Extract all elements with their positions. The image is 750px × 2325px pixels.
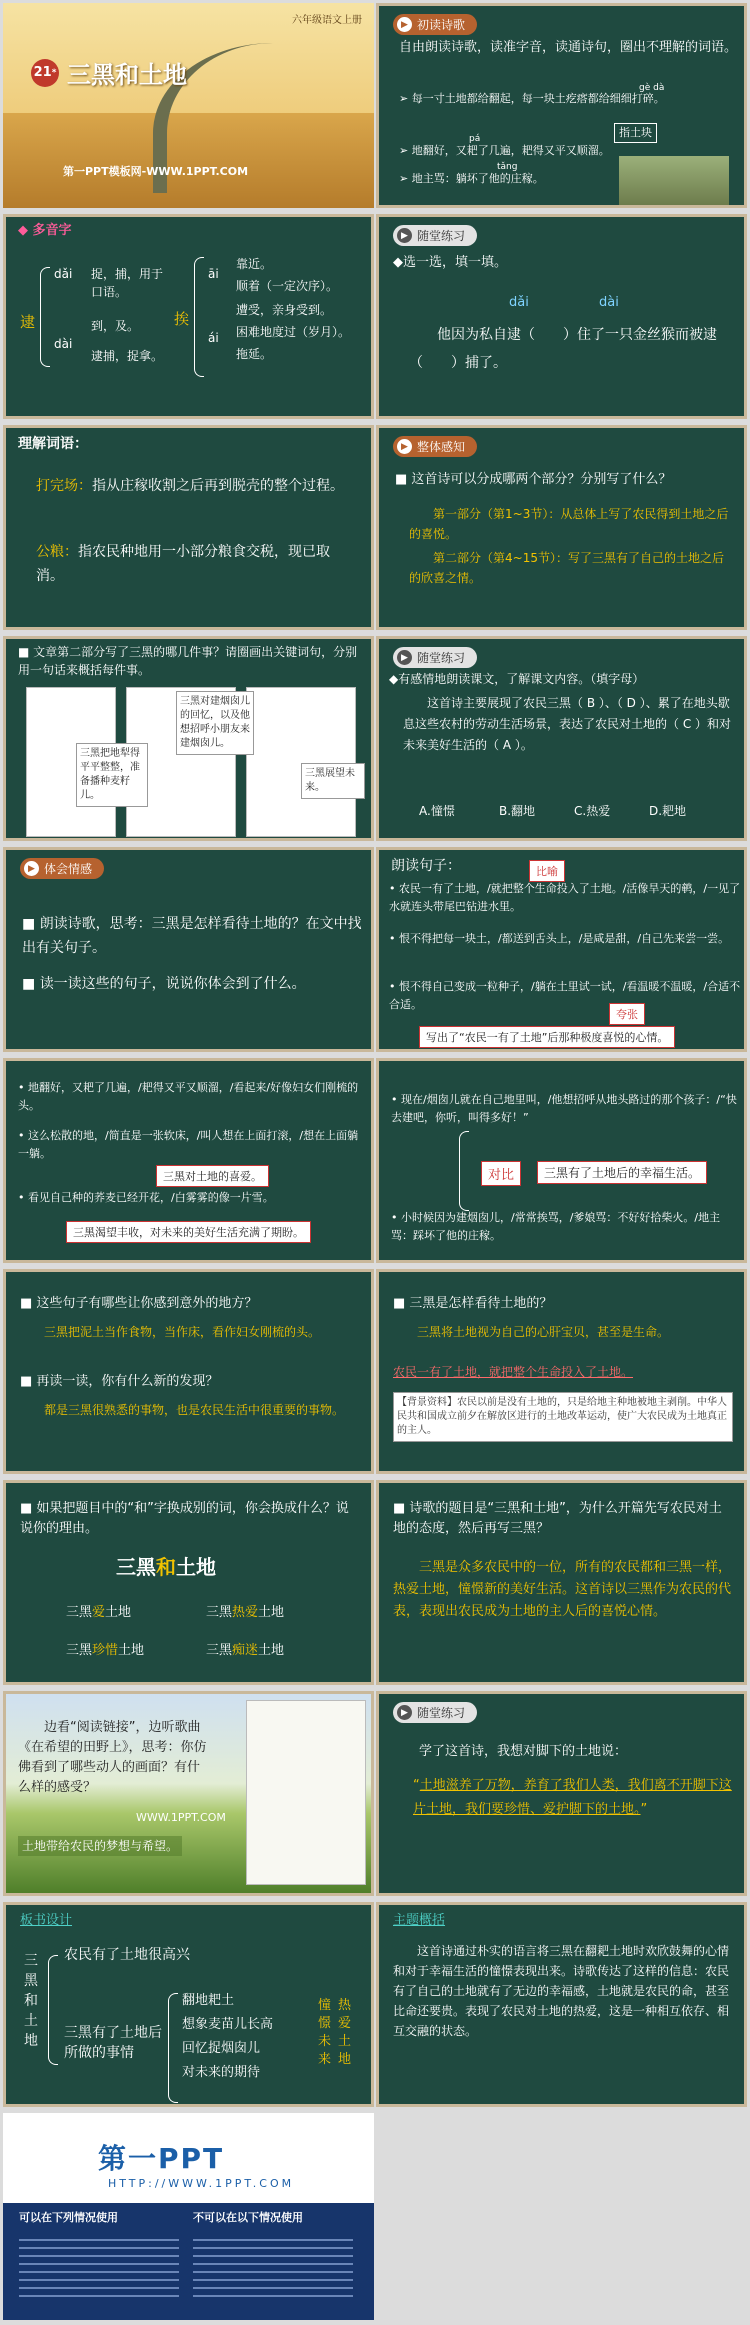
vocab-title: 理解词语： bbox=[18, 436, 88, 452]
option-b: B.翻地 bbox=[499, 804, 536, 818]
vocab-word-1: 打完场： bbox=[36, 478, 92, 494]
vocab-item-1 bbox=[36, 474, 356, 498]
option-2-c: 土地 bbox=[258, 1605, 285, 1620]
question-text: ■ 如果把题目中的“和”字换成别的词，你会换成什么？说说你的理由。 bbox=[20, 1501, 349, 1536]
ai-meaning-2c: 拖延。 bbox=[236, 347, 273, 361]
dai-meaning-2b: 逮捕，捉拿。 bbox=[91, 349, 164, 363]
dai-pinyin-1: dǎi bbox=[54, 267, 73, 281]
section-tag bbox=[393, 1702, 477, 1723]
ai-meaning-2a: 遭受，亲身受到。 bbox=[236, 303, 333, 317]
sentence-2-text: 恨不得把每一块土，/都送到舌头上，/是咸是甜，/自己先来尝一尝。 bbox=[399, 932, 730, 945]
option-2-a: 三黑 bbox=[206, 1605, 233, 1620]
question-1-text: 这些句子有哪些让你感到意外的地方？ bbox=[36, 1296, 258, 1311]
answer-1: 第一部分（第1~3节）：从总体上写了农民得到土地之后的喜悦。 bbox=[409, 507, 729, 541]
bullet-1 bbox=[399, 90, 739, 108]
polyphone-title: ◆ 多音字 bbox=[18, 223, 72, 238]
sentence-2: • 这么松散的地，/简直是一张软床，/叫人想在上面打滚，/想在上面躺一躺。 bbox=[18, 1129, 359, 1160]
fill-sentence: 他因为私自逮（ ）住了一只金丝猴而被逮（ ）捕了。 bbox=[409, 327, 717, 371]
board-branch-1: 农民有了土地很高兴 bbox=[64, 1947, 190, 1963]
char-dai: 逮 bbox=[20, 313, 36, 331]
brace-1 bbox=[40, 267, 50, 367]
slide-vocab[interactable] bbox=[3, 425, 374, 630]
sentence-1-text: 地翻好，又耙了几遍，/耙得又平又顺溜，/看起来/好像妇女们刚梳的头。 bbox=[18, 1081, 359, 1112]
slide-sentences-2[interactable] bbox=[3, 1058, 374, 1263]
vocab-word-2: 公粮： bbox=[36, 544, 78, 560]
answer-body: 土地滋养了万物，养育了我们人类，我们离不开脚下这片土地，我们要珍惜、爱护脚下的土地。 bbox=[413, 1778, 732, 1817]
section-tag bbox=[393, 647, 477, 668]
bullet-3-text: 地主骂：躺坏了他的庄稼。 bbox=[411, 172, 544, 185]
tag-text: 整体感知 bbox=[417, 440, 466, 454]
slide-board-design[interactable] bbox=[3, 1902, 374, 2107]
sentence-1-text: 现在/烟囱儿就在自己地里叫，/他想招呼从地头路过的那个孩子：/“快去建吧，你听，叫得多好！” bbox=[391, 1093, 737, 1124]
question-1: ■ 朗读诗歌，思考：三黑是怎样看待土地的？在文中找出有关句子。 bbox=[22, 916, 362, 956]
option-1 bbox=[66, 1603, 131, 1623]
ad-url[interactable]: HTTP://WWW.1PPT.COM bbox=[108, 2177, 295, 2190]
slide-practice-1[interactable] bbox=[376, 214, 747, 419]
slide-practice-3[interactable] bbox=[376, 1691, 747, 1896]
option-4 bbox=[206, 1641, 284, 1661]
summary-box: 写出了“农民一有了土地”后那种极度喜悦的心情。 bbox=[419, 1026, 675, 1048]
board-brace-2 bbox=[168, 1993, 178, 2103]
dai-meaning-1: 捉，捕，用于口语。 bbox=[91, 267, 164, 299]
fill-body: 这首诗主要展现了农民三黑（ B ）、（ D ）、累了在地头歇息这些农村的劳动生活场景，表达了农民对土地的（ C ）和对未来美好生活的（ A ）。 bbox=[403, 696, 732, 752]
sentence-1: • 现在/烟囱儿就在自己地里叫，/他想招呼从地头路过的那个孩子：/“快去建吧，你听，叫得多好！” bbox=[391, 1093, 737, 1124]
sentence-2: • 恨不得把每一块土，/都送到舌头上，/是咸是甜，/自己先来尝一尝。 bbox=[389, 932, 730, 945]
board-result-2: 热爱土地 bbox=[338, 1998, 352, 2067]
event-note-1: 三黑把地犁得平平整整，准备播种麦籽儿。 bbox=[76, 743, 148, 807]
slide-emotion[interactable] bbox=[3, 847, 374, 1052]
option-c: C.热爱 bbox=[574, 804, 611, 818]
title-sample bbox=[116, 1557, 216, 1577]
board-item-3: 回忆捉烟囱儿 bbox=[182, 2041, 261, 2056]
vocab-item-2 bbox=[36, 540, 356, 588]
question-text: ■ 诗歌的题目是“三黑和土地”，为什么开篇先写农民对土地的态度，然后再写三黑？ bbox=[393, 1501, 722, 1536]
sentence-2: • 小时候因为建烟囱儿，/常常挨骂，/爹娘骂：不好好拾柴火。/地主骂：踩坏了他的庄稼。 bbox=[391, 1211, 721, 1242]
intro-body: 有感情地朗读课文，了解课文内容。（填字母） bbox=[398, 672, 645, 686]
question-body: 文章第二部分写了三黑的哪几件事？请圈画出关键词句，分别用一句话来概括每件事。 bbox=[18, 645, 358, 677]
board-item-2: 想象麦苗儿长高 bbox=[182, 2017, 274, 2032]
pinyin-option-1: dǎi bbox=[509, 295, 529, 310]
theme-title: 主题概括 bbox=[393, 1913, 446, 1928]
answer-text: “土地滋养了万物，养育了我们人类，我们离不开脚下这片土地，我们要珍惜、爱护脚下的土地。” bbox=[413, 1778, 732, 1817]
note-box: 三黑有了土地后的幸福生活。 bbox=[537, 1161, 707, 1184]
slide-overall[interactable] bbox=[376, 425, 747, 630]
tag-text: 体会情感 bbox=[44, 862, 93, 876]
cover-title: 三黑和土地 bbox=[67, 61, 187, 89]
pinyin-option-2: dài bbox=[599, 295, 619, 310]
play-icon: ▶ bbox=[397, 439, 412, 454]
ad-heading-forbidden: 不可以在以下情况使用 bbox=[193, 2211, 303, 2224]
event-note-3: 三黑展望未来。 bbox=[301, 763, 365, 799]
polyphone-title-text: 多音字 bbox=[32, 223, 72, 238]
option-3-a: 三黑 bbox=[66, 1643, 93, 1658]
question-2-text: 读一读这些的句子，说说你体会到了什么。 bbox=[39, 976, 306, 992]
slide-title-reason[interactable] bbox=[376, 1480, 747, 1685]
option-3-b: 珍惜 bbox=[92, 1643, 119, 1658]
slide-reading-link[interactable] bbox=[3, 1691, 374, 1896]
question-text: ■ 这首诗可以分成哪两个部分？分别写了什么？ bbox=[395, 472, 672, 487]
note-box-1: 三黑对土地的喜爱。 bbox=[156, 1165, 269, 1187]
option-1-c: 土地 bbox=[105, 1605, 132, 1620]
question-1-text: 朗读诗歌，思考：三黑是怎样看待土地的？在文中找出有关句子。 bbox=[22, 916, 362, 956]
question-body: 如果把题目中的“和”字换成别的词，你会换成什么？说说你的理由。 bbox=[20, 1501, 349, 1536]
question-body: 选一选，填一填。 bbox=[403, 255, 508, 270]
question-1: ■ 这些句子有哪些让你感到意外的地方？ bbox=[20, 1296, 258, 1311]
cover-title-group bbox=[31, 55, 187, 90]
board-branch-2: 三黑有了土地后所做的事情 bbox=[64, 2025, 162, 2061]
bullet-3 bbox=[399, 170, 599, 188]
section-title: 朗读句子： bbox=[391, 858, 461, 874]
event-note-2: 三黑对建烟囱儿的回忆，以及他想招呼小朋友来建烟囱儿。 bbox=[176, 691, 254, 755]
section-tag bbox=[393, 225, 477, 246]
slide-view-land[interactable] bbox=[376, 1269, 747, 1474]
ai-meaning-1b: 顺着（一定次序）。 bbox=[236, 279, 339, 293]
sentence-3: • 看见自己种的荞麦已经开花，/白雾雾的像一片雪。 bbox=[18, 1191, 274, 1204]
note-1: 指土块 bbox=[614, 123, 657, 143]
board-brace-1 bbox=[48, 1955, 58, 2065]
lesson-num: 21 bbox=[33, 65, 52, 80]
tag-text: 初读诗歌 bbox=[417, 18, 466, 32]
answer-1: 三黑把泥土当作食物，当作床，看作妇女刚梳的头。 bbox=[44, 1325, 321, 1339]
sentence-1: • 农民一有了土地，/就把整个生命投入了土地。/活像旱天的鹌，/一见了水就连头带尾巴钻进水里。 bbox=[389, 882, 741, 913]
ai-meaning-1a: 靠近。 bbox=[236, 257, 273, 271]
dai-pinyin-2: dài bbox=[54, 337, 73, 351]
question-2: ■ 读一读这些的句子，说说你体会到了什么。 bbox=[22, 976, 306, 992]
option-1-b: 爱 bbox=[92, 1605, 106, 1620]
question-2: ■ 再读一读，你有什么新的发现？ bbox=[20, 1374, 219, 1389]
answer-text: 三黑将土地视为自己的心肝宝贝，甚至是生命。 bbox=[417, 1325, 670, 1339]
ad-links-right bbox=[193, 2233, 353, 2303]
lesson-star: * bbox=[51, 67, 57, 78]
option-3-c: 土地 bbox=[118, 1643, 145, 1658]
answer-text: 三黑是众多农民中的一位，所有的农民都和三黑一样，热爱土地，憧憬新的美好生活。这首诗以三黑作为农民的代表，表现出农民成为土地的主人后的喜悦心情。 bbox=[393, 1560, 732, 1619]
theme-body: 这首诗通过朴实的语言将三黑在翻耙土地时欢欣鼓舞的心情和对于幸福生活的憧憬表现出来。诗歌传达了这样的信息：农民有了自己的土地就有了无边的幸福感，土地就是农民的命，甚至比命还要贵。表现了农民对土地的热爱，这是一种相互依存、相互交融的状态。 bbox=[393, 1944, 730, 2038]
slide-practice-2[interactable] bbox=[376, 636, 747, 841]
question-2-text: 再读一读，你有什么新的发现？ bbox=[36, 1374, 219, 1389]
slide-first-reading[interactable] bbox=[376, 3, 747, 208]
section-tag bbox=[20, 858, 104, 879]
pinyin-2: pá bbox=[469, 134, 481, 144]
tag-contrast: 对比 bbox=[481, 1161, 521, 1186]
caption-text: 土地带给农民的梦想与希望。 bbox=[18, 1836, 182, 1856]
pinyin-1: gè dà bbox=[639, 83, 665, 93]
cover-grade: 六年级语文上册 bbox=[292, 15, 362, 26]
pinyin-3: tǎng bbox=[497, 162, 518, 172]
slide-sentences-3[interactable] bbox=[376, 1058, 747, 1263]
farm-photo bbox=[619, 156, 729, 206]
question-body: 诗歌的题目是“三黑和土地”，为什么开篇先写农民对土地的态度，然后再写三黑？ bbox=[393, 1501, 722, 1536]
sentence-1: • 地翻好，又耙了几遍，/耙得又平又顺溜，/看起来/好像妇女们刚梳的头。 bbox=[18, 1081, 359, 1112]
ad-links-left bbox=[19, 2233, 179, 2303]
option-3 bbox=[66, 1641, 144, 1661]
vocab-def-2: 指农民种地用一小部分粮食交税，现已取消。 bbox=[36, 544, 330, 584]
title-post: 土地 bbox=[176, 1555, 216, 1579]
ai-pinyin-2: ái bbox=[208, 331, 219, 345]
intro-text: ◆有感情地朗读课文，了解课文内容。（填字母） bbox=[389, 672, 645, 686]
text-page-3 bbox=[246, 687, 356, 837]
note-box-2: 三黑渴望丰收，对未来的美好生活充满了期盼。 bbox=[66, 1221, 311, 1243]
tag-text: 随堂练习 bbox=[417, 1706, 466, 1720]
contrast-brace bbox=[459, 1131, 469, 1211]
slide-sentences-1[interactable] bbox=[376, 847, 747, 1052]
site-watermark: WWW.1PPT.COM bbox=[136, 1811, 226, 1824]
sentence-2-text: 小时候因为建烟囱儿，/常常挨骂，/爹娘骂：不好好拾柴火。/地主骂：踩坏了他的庄稼。 bbox=[391, 1211, 721, 1242]
section-tag bbox=[393, 14, 477, 35]
slide-surprise[interactable] bbox=[3, 1269, 374, 1474]
option-a: A.憧憬 bbox=[419, 804, 455, 818]
bullet-1-text: 每一寸土地都给翻起，每一块土疙瘩都给细细打碎。 bbox=[411, 92, 665, 105]
sentence-1-text: 农民一有了土地，/就把整个生命投入了土地。/活像旱天的鹌，/一见了水就连头带尾巴钻进水里。 bbox=[389, 882, 741, 913]
tag-text: 随堂练习 bbox=[417, 229, 466, 243]
lesson-number bbox=[31, 59, 59, 87]
arrow-icon: ➢ bbox=[399, 172, 412, 185]
arrow-icon: ➢ bbox=[399, 92, 412, 105]
answer-2: 都是三黑很熟悉的事物，也是农民生活中很重要的事物。 bbox=[44, 1403, 345, 1417]
board-item-4: 对未来的期待 bbox=[182, 2065, 261, 2080]
brace-2 bbox=[194, 257, 204, 377]
slide-polyphone[interactable] bbox=[3, 214, 374, 419]
option-4-b: 痴迷 bbox=[232, 1643, 259, 1658]
instruction-text: 自由朗读诗歌，读准字音，读通诗句，圈出不理解的词语。 bbox=[399, 40, 738, 55]
option-1-a: 三黑 bbox=[66, 1605, 93, 1620]
question-body: 三黑是怎样看待土地的？ bbox=[409, 1296, 553, 1311]
ad-heading-allowed: 可以在下列情况使用 bbox=[19, 2211, 118, 2224]
bullet-2-text: 地翻好，又耙了几遍，耙得又平又顺溜。 bbox=[411, 144, 610, 157]
option-4-a: 三黑 bbox=[206, 1643, 233, 1658]
instruction-text: 边看“阅读链接”，边听歌曲《在希望的田野上》，思考：你仿佛看到了哪些动人的画面？有什么样的感受？ bbox=[18, 1720, 207, 1795]
option-4-c: 土地 bbox=[258, 1643, 285, 1658]
play-icon: ▶ bbox=[397, 650, 412, 665]
sentence-3-text: 看见自己种的荞麦已经开花，/白雾雾的像一片雪。 bbox=[28, 1191, 274, 1204]
play-icon: ▶ bbox=[24, 861, 39, 876]
highlight-text: 农民一有了土地，就把整个生命投入了土地。 bbox=[393, 1365, 634, 1379]
play-icon: ▶ bbox=[397, 228, 412, 243]
question-text: ◆选一选，填一填。 bbox=[393, 255, 508, 270]
play-icon: ▶ bbox=[397, 17, 412, 32]
board-item-1: 翻地耙土 bbox=[182, 1993, 235, 2008]
title-he: 和 bbox=[156, 1555, 176, 1579]
option-2-b: 热爱 bbox=[232, 1605, 259, 1620]
option-d: D.耙地 bbox=[649, 804, 687, 818]
slide-cover[interactable] bbox=[3, 3, 374, 208]
dai-meaning-2a: 到，及。 bbox=[91, 319, 140, 333]
ad-panel[interactable] bbox=[3, 2113, 374, 2320]
slide-title-change[interactable] bbox=[3, 1480, 374, 1685]
prompt-text: 学了这首诗，我想对脚下的土地说： bbox=[419, 1744, 628, 1759]
sentence-3: • 恨不得自己变成一粒种子，/躺在土里试一试，/看温暖不温暖，/合适不合适。 bbox=[389, 980, 741, 1011]
cover-site: 第一PPT模板网-WWW.1PPT.COM bbox=[63, 165, 249, 178]
board-result-1: 憧憬未来 bbox=[318, 1998, 332, 2067]
char-ai: 挨 bbox=[174, 310, 190, 328]
slide-events[interactable] bbox=[3, 636, 374, 841]
vocab-def-1: 指从庄稼收割之后再到脱壳的整个过程。 bbox=[92, 478, 344, 494]
arrow-icon: ➢ bbox=[399, 144, 412, 157]
ai-meaning-2b: 困难地度过（岁月）。 bbox=[236, 325, 351, 339]
board-vertical-title: 三黑和土地 bbox=[24, 1953, 38, 2049]
title-pre: 三黑 bbox=[116, 1555, 156, 1579]
answer-2: 第二部分（第4~15节）：写了三黑有了自己的土地之后的欣喜之情。 bbox=[409, 551, 724, 585]
ai-pinyin-1: āi bbox=[208, 267, 219, 281]
ad-logo: 第一PPT bbox=[98, 2142, 225, 2175]
question-body: 这首诗可以分成哪两个部分？分别写了什么？ bbox=[411, 472, 672, 487]
sentence-2-text: 这么松散的地，/简直是一张软床，/叫人想在上面打滚，/想在上面躺一躺。 bbox=[18, 1129, 359, 1160]
slide-theme[interactable] bbox=[376, 1902, 747, 2107]
play-icon: ▶ bbox=[397, 1705, 412, 1720]
section-tag bbox=[393, 436, 477, 457]
question-text: ■ 文章第二部分写了三黑的哪几件事？请圈画出关键词句，分别用一句话来概括每件事。 bbox=[18, 645, 358, 677]
option-2 bbox=[206, 1603, 284, 1623]
tag-metaphor: 比喻 bbox=[529, 860, 565, 882]
tag-text: 随堂练习 bbox=[417, 651, 466, 665]
board-title: 板书设计 bbox=[20, 1913, 73, 1928]
background-info: 【背景资料】农民以前是没有土地的，只是给地主种地被地主剥削。中华人民共和国成立前夕在解放区进行的土地改革运动，使广大农民成为土地真正的主人。 bbox=[393, 1392, 733, 1442]
tag-hyperbole: 夸张 bbox=[609, 1003, 645, 1025]
sentence-3-text: 恨不得自己变成一粒种子，/躺在土里试一试，/看温暖不温暖，/合适不合适。 bbox=[389, 980, 741, 1011]
question-text: ■ 三黑是怎样看待土地的？ bbox=[393, 1296, 553, 1311]
reading-link-page bbox=[246, 1700, 366, 1885]
